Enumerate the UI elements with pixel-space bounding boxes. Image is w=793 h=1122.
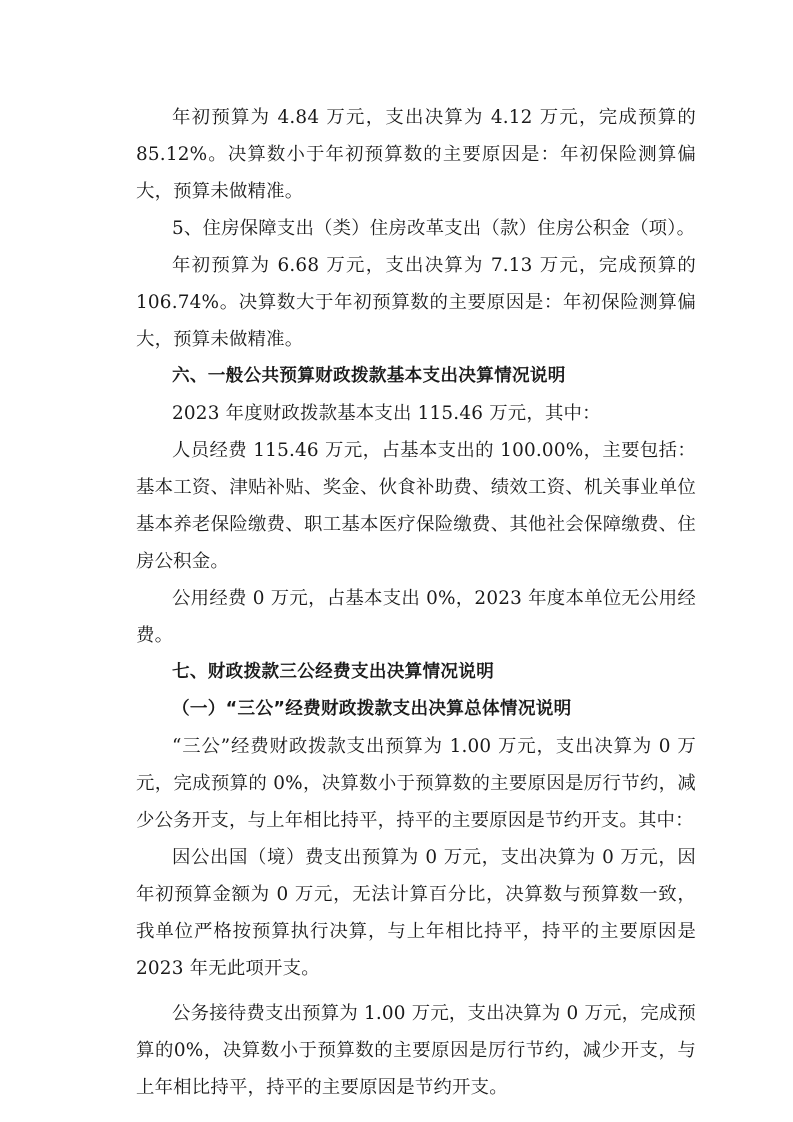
section-heading-7: 七、财政拨款三公经费支出决算情况说明	[172, 662, 495, 682]
paragraph-personnel-expenses: 人员经费 115.46 万元，占基本支出的 100.00%，主要包括：基本工资、津贴补贴、奖金、伙食补助费、绩效工资、机关事业单位基本养老保险缴费、职工基本医疗保险缴费、其他社会保障缴费、住房公积金。	[136, 440, 696, 572]
section-heading-6: 六、一般公共预算财政拨款基本支出决算情况说明	[172, 366, 566, 386]
paragraph-official-reception: 公务接待费支出预算为 1.00 万元，支出决算为 0 万元，完成预算的0%，决算数小于预算数的主要原因是厉行节约，减少开支，与上年相比持平，持平的主要原因是节约开支。	[136, 1003, 697, 1098]
paragraph-public-expenses: 公用经费 0 万元，占基本支出 0%，2023 年度本单位无公用经费。	[136, 588, 696, 646]
paragraph-budget-4-84: 年初预算为 4.84 万元，支出决算为 4.12 万元，完成预算的85.12%。决算数小于年初预算数的主要原因是：年初保险测算偏大，预算未做精准。	[136, 107, 696, 202]
paragraph-overseas-travel: 因公出国（境）费支出预算为 0 万元，支出决算为 0 万元，因年初预算金额为 0 万元，无法计算百分比，决算数与预算数一致，我单位严格按预算执行决算，与上年相比持平，持平的主要原因是 2023 年无此项开支。	[136, 847, 696, 979]
paragraph-basic-expenditure-total: 2023 年度财政拨款基本支出 115.46 万元，其中：	[172, 403, 601, 424]
paragraph-three-public-overall: “三公”经费财政拨款支出预算为 1.00 万元，支出决算为 0 万元，完成预算的 0%，决算数小于预算数的主要原因是厉行节约，减少公务开支，与上年相比持平，持平的主要原因是节约开支。其中：	[136, 736, 696, 831]
paragraph-housing-fund-item: 5、住房保障支出（类）住房改革支出（款）住房公积金（项）。	[172, 218, 696, 239]
paragraph-budget-6-68: 年初预算为 6.68 万元，支出决算为 7.13 万元，完成预算的106.74%。决算数大于年初预算数的主要原因是：年初保险测算偏大，预算未做精准。	[136, 255, 696, 350]
subsection-heading-7-1: （一）“三公”经费财政拨款支出决算总体情况说明	[172, 699, 572, 719]
document-body	[136, 99, 696, 1106]
